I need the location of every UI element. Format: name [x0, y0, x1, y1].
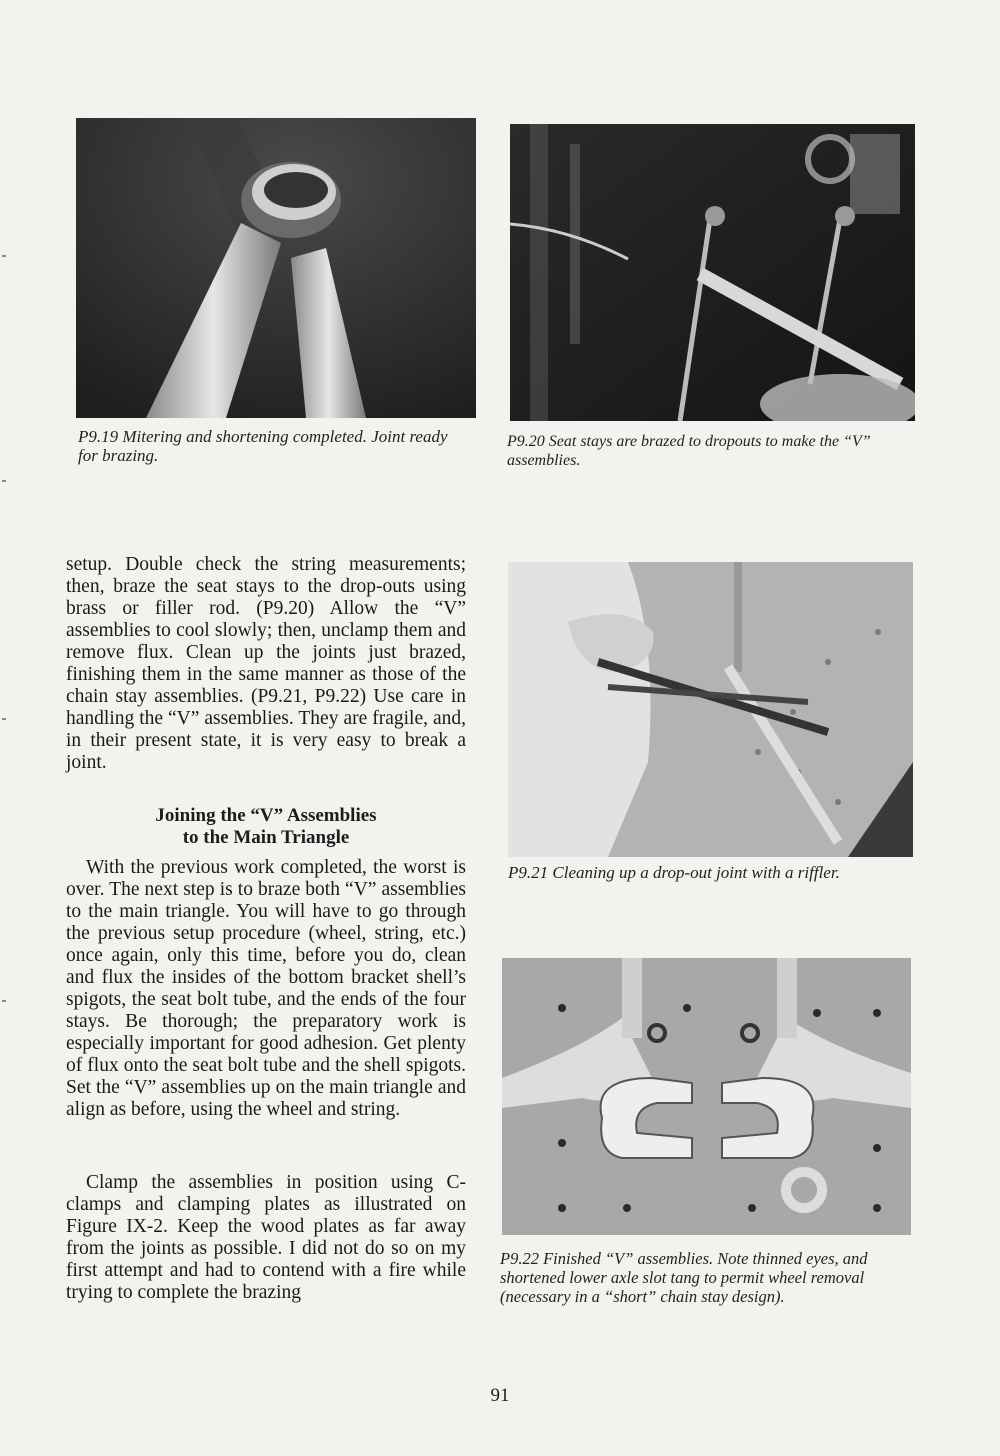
- paragraph-2: Clamp the assemblies in position using C-clamps and clamping plates as illustrated on Figure IX-2. Keep the wood plates as far away from the joints as possible. I did not do so on my first attempt and had to contend with a fire while trying to complete the brazing: [66, 1172, 466, 1303]
- photo-p9-22: [502, 958, 911, 1235]
- caption-p9-21: P9.21 Cleaning up a drop-out joint with a riffler.: [508, 863, 840, 882]
- photo-p9-21: [508, 562, 913, 857]
- section-heading: [66, 805, 466, 849]
- caption-p9-19: P9.19 Mitering and shortening completed. Joint ready for brazing.: [78, 427, 448, 465]
- caption-p9-22: P9.22 Finished “V” assemblies. Note thinned eyes, and shortened lower axle slot tang to permit wheel removal (necessary in a “short” chain stay design).: [500, 1249, 868, 1306]
- caption-p9-20: P9.20 Seat stays are brazed to dropouts to make the “V” assemblies.: [507, 433, 871, 469]
- section-heading-line1: Joining the “V” Assemblies: [155, 805, 377, 826]
- photo-p9-20: [510, 124, 915, 421]
- section-heading-line2: to the Main Triangle: [182, 827, 350, 848]
- photo-p9-19: [76, 118, 476, 418]
- margin-mark: [2, 718, 6, 720]
- page-number: 91: [490, 1385, 510, 1406]
- margin-mark: [2, 480, 6, 482]
- margin-mark: [2, 1000, 6, 1002]
- margin-mark: [2, 255, 6, 257]
- continuation-paragraph: setup. Double check the string measurements; then, braze the seat stays to the drop-outs using brass or filler rod. (P9.20) Allow the “V” assemblies to cool slowly; then, unclamp them and remove flux. Clean up the joints just brazed, finishing them in the same manner as those of the chain stay assemblies. (P9.21, P9.22) Use care in handling the “V” assemblies. They are fragile, and, in their present state, it is very easy to break a joint.: [66, 554, 466, 773]
- paragraph-1: With the previous work completed, the worst is over. The next step is to braze both “V” assemblies to the main triangle. You will have to go through the previous setup procedure (wheel, string, etc.) once again, only this time, before you do, clean and flux the insides of the bottom bracket shell’s spigots, the seat bolt tube, and the ends of the four stays. Be thorough; the preparatory work is especially important for good adhesion. Get plenty of flux onto the seat bolt tube and the shell spigots. Set the “V” assemblies up on the main triangle and align as before, using the wheel and string.: [66, 857, 466, 1120]
